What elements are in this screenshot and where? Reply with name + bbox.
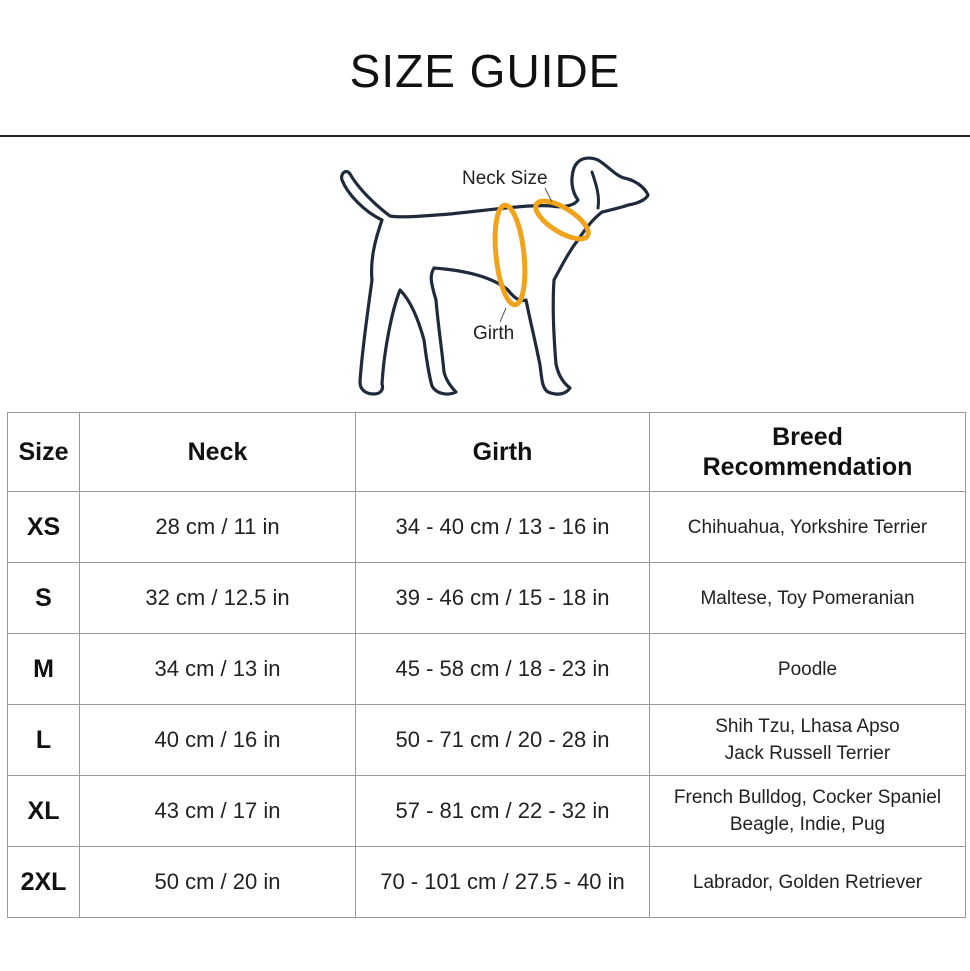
breed-cell: [650, 492, 966, 563]
title-divider: [0, 135, 970, 137]
neck-cell: 43 cm / 17 in: [80, 776, 356, 847]
breed-cell: [650, 776, 966, 847]
girth-pointer-line: [500, 308, 506, 322]
size-cell: M: [8, 634, 80, 705]
header-neck: Neck: [80, 413, 356, 492]
neck-measure-ring: [530, 194, 594, 246]
breed-line: French Bulldog, Cocker Spaniel: [673, 787, 942, 808]
table-row: [8, 492, 966, 563]
breed-line: Jack Russell Terrier: [724, 743, 891, 764]
table-row: [8, 634, 966, 705]
header-size: Size: [8, 413, 80, 492]
girth-cell: 70 - 101 cm / 27.5 - 40 in: [356, 847, 650, 918]
size-cell: 2XL: [8, 847, 80, 918]
breed-line: Maltese, Toy Pomeranian: [700, 587, 915, 609]
size-cell: S: [8, 563, 80, 634]
dog-measurement-diagram: [330, 150, 660, 405]
size-cell: XL: [8, 776, 80, 847]
header-girth: Girth: [356, 413, 650, 492]
girth-cell: 39 - 46 cm / 15 - 18 in: [356, 563, 650, 634]
page-title: SIZE GUIDE: [349, 45, 621, 97]
breed-cell: [650, 563, 966, 634]
breed-line: Poodle: [777, 658, 838, 680]
neck-cell: 34 cm / 13 in: [80, 634, 356, 705]
dog-outline: [342, 158, 648, 394]
girth-cell: 57 - 81 cm / 22 - 32 in: [356, 776, 650, 847]
header-breed-line2: Recommendation: [702, 453, 913, 481]
size-cell: XS: [8, 492, 80, 563]
breed-line: Chihuahua, Yorkshire Terrier: [687, 516, 928, 538]
neck-size-label: Neck Size: [462, 168, 548, 189]
header-breed: [650, 413, 966, 492]
size-table: [7, 412, 966, 918]
breed-line: Beagle, Indie, Pug: [729, 814, 886, 835]
table-header-row: [8, 413, 966, 492]
breed-line: Labrador, Golden Retriever: [692, 871, 923, 893]
girth-cell: 34 - 40 cm / 13 - 16 in: [356, 492, 650, 563]
table-row: [8, 563, 966, 634]
breed-cell: [650, 847, 966, 918]
neck-cell: 32 cm / 12.5 in: [80, 563, 356, 634]
size-cell: L: [8, 705, 80, 776]
girth-label: Girth: [473, 323, 515, 344]
dog-illustration: [330, 150, 660, 405]
table-row: [8, 847, 966, 918]
dog-ear: [592, 172, 599, 208]
table-row: [8, 705, 966, 776]
girth-cell: 45 - 58 cm / 18 - 23 in: [356, 634, 650, 705]
neck-cell: 40 cm / 16 in: [80, 705, 356, 776]
breed-cell: [650, 705, 966, 776]
breed-cell: [650, 634, 966, 705]
neck-cell: 28 cm / 11 in: [80, 492, 356, 563]
table-row: [8, 776, 966, 847]
neck-cell: 50 cm / 20 in: [80, 847, 356, 918]
breed-line: Shih Tzu, Lhasa Apso: [715, 716, 900, 737]
girth-cell: 50 - 71 cm / 20 - 28 in: [356, 705, 650, 776]
header-breed-line1: Breed: [772, 423, 843, 451]
